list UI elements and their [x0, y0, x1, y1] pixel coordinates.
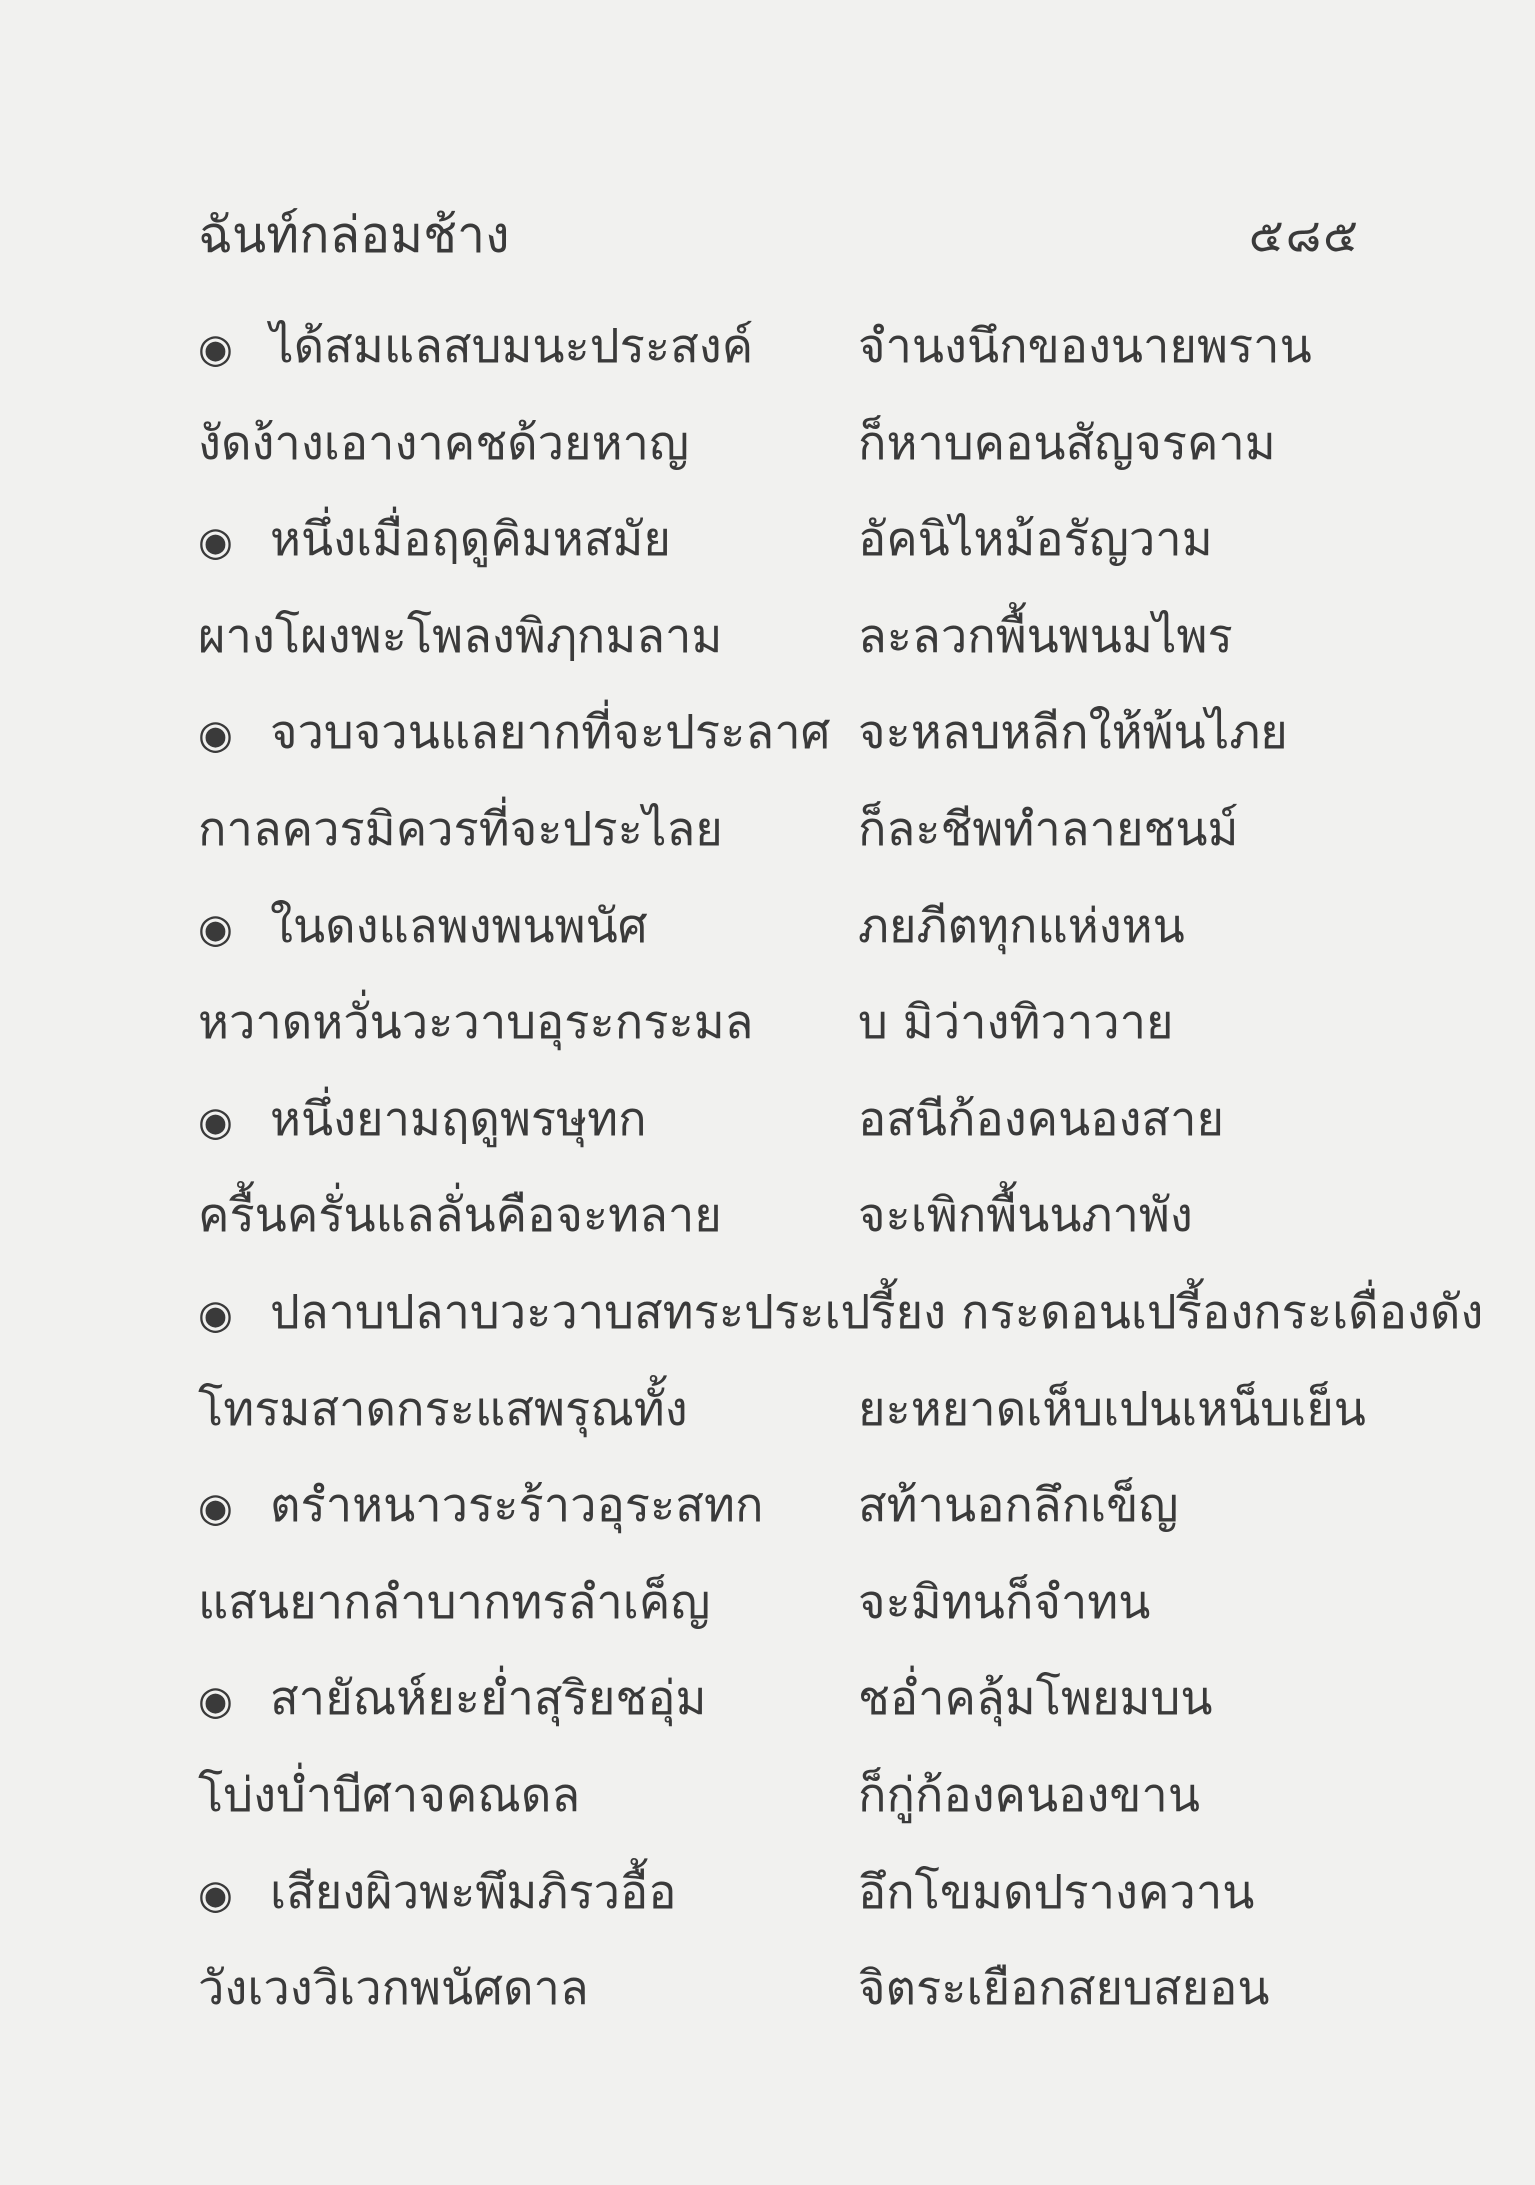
verse-right-hemistich: ชอ่ำคลุ้มโพยมบน — [858, 1671, 1213, 1727]
verse-left-text: โบ่งบ่ำบีศาจคณดล — [198, 1767, 581, 1823]
verse-left-hemistich — [198, 1471, 763, 1543]
verse-right-hemistich: ยะหยาดเห็บเปนเหน็บเย็น — [858, 1381, 1366, 1437]
verse-line — [198, 1375, 1435, 1472]
verse-left-hemistich — [198, 988, 754, 1058]
verse-line — [198, 1664, 1435, 1761]
verse-left-text: งัดง้างเอางาคชด้วยหาญ — [198, 415, 689, 471]
verse-left-text: ครื้นครั่นแลลั่นคือจะทลาย — [198, 1188, 722, 1244]
verse-line — [198, 1858, 1435, 1955]
verse-right-hemistich: ก็ละชีพทำลายชนม์ — [858, 801, 1239, 857]
verse-left-text: กาลควรมิควรที่จะประไลย — [198, 801, 723, 857]
stanza-mark: ◉ — [198, 326, 233, 372]
verse-left-hemistich — [198, 1954, 589, 2024]
verse-line — [198, 505, 1435, 602]
verse-left-hemistich — [198, 698, 830, 770]
verse-line — [198, 1761, 1435, 1858]
verse-left-text: หนึ่งเมื่อฤดูคิมหสมัย — [270, 512, 671, 568]
stanza-mark: ◉ — [198, 1291, 233, 1338]
stanza-mark: ◉ — [198, 1871, 233, 1918]
verse-right-hemistich: บ มิว่างทิวาวาย — [858, 995, 1174, 1051]
verse-left-text: โทรมสาดกระแสพรุณทั้ง — [198, 1381, 688, 1437]
verse-left-text: แสนยากลำบากทรลำเค็ญ — [198, 1574, 711, 1630]
verse-right-hemistich: จะเพิกพื้นนภาพัง — [858, 1188, 1193, 1244]
verse-left-text: วังเวงวิเวกพนัศดาล — [198, 1961, 589, 2017]
stanza-mark: ◉ — [198, 905, 233, 952]
verse-left-hemistich — [198, 1858, 676, 1930]
verse-right-hemistich: สท้านอกลึกเข็ญ — [858, 1478, 1179, 1534]
verse-line — [198, 409, 1435, 506]
verse-left-hemistich — [198, 602, 722, 672]
verse-left-text: ได้สมแลสบมนะประสงค์ — [270, 319, 754, 374]
verse-left-hemistich — [198, 892, 648, 964]
verse-left-hemistich — [198, 1568, 710, 1638]
verse-right-hemistich: อสนีก้องคนองสาย — [858, 1091, 1225, 1147]
verse-right-hemistich: ภยภีตทุกแห่งหน — [858, 898, 1185, 954]
verse-left-text: ผางโผงพะโพลงพิฦกมลาม — [198, 608, 723, 664]
page-header — [198, 200, 1360, 270]
verse-left-hemistich — [198, 409, 689, 479]
verse-right-hemistich: จำนงนึกของนายพราน — [858, 319, 1312, 374]
verse-left-hemistich — [198, 1761, 580, 1831]
stanza-mark: ◉ — [198, 712, 233, 759]
verse-line — [198, 698, 1435, 795]
verse-right-hemistich: ก็หาบคอนสัญจรคาม — [858, 415, 1276, 471]
verse-left-text: จวบจวนแลยากที่จะประลาศ — [270, 705, 831, 761]
verse-line — [198, 1954, 1435, 2051]
stanza-mark: ◉ — [198, 1485, 233, 1532]
page-title: ฉันท์กล่อมช้าง — [198, 206, 510, 264]
verse-left-text: ในดงแลพงพนพนัศ — [270, 898, 648, 954]
verse-line — [198, 988, 1435, 1085]
verse-right-hemistich: ก็กู่ก้องคนองขาน — [858, 1767, 1200, 1823]
verse-left-hemistich — [198, 1085, 647, 1157]
verse-body — [198, 312, 1484, 2051]
verse-line — [198, 1278, 1484, 1375]
verse-left-hemistich — [198, 1181, 722, 1251]
verse-line-full-text — [198, 1278, 1483, 1350]
stanza-mark: ◉ — [198, 519, 233, 566]
verse-line — [198, 1085, 1435, 1182]
verse-left-text: สายัณห์ยะย่ำสุริยชอุ่ม — [270, 1671, 707, 1727]
verse-left-hemistich — [198, 1375, 688, 1445]
verse-right-hemistich: จะมิทนก็จำทน — [858, 1574, 1151, 1630]
verse-text: ปลาบปลาบวะวาบสทระประเปรี้ยง กระดอนเปรี้องกระเดื่องดัง — [270, 1284, 1484, 1340]
verse-left-hemistich — [198, 505, 671, 577]
verse-line — [198, 1181, 1435, 1278]
verse-right-hemistich: จิตระเยือกสยบสยอน — [858, 1961, 1270, 2017]
verse-line — [198, 1471, 1435, 1568]
stanza-mark: ◉ — [198, 1678, 233, 1725]
verse-right-hemistich: อึกโขมดปรางควาน — [858, 1864, 1255, 1920]
verse-left-text: หนึ่งยามฤดูพรษุทก — [270, 1091, 647, 1147]
page-number: ๕๘๕ — [1248, 208, 1360, 262]
verse-line — [198, 602, 1435, 699]
verse-line — [198, 795, 1435, 892]
verse-line — [198, 312, 1435, 409]
verse-right-hemistich: จะหลบหลีกให้พ้นไภย — [858, 705, 1288, 761]
verse-left-text: ตรำหนาวระร้าวอุระสทก — [270, 1478, 764, 1534]
stanza-mark: ◉ — [198, 1098, 233, 1145]
verse-left-hemistich — [198, 312, 753, 384]
verse-line — [198, 1568, 1435, 1665]
verse-left-text: หวาดหวั่นวะวาบอุระกระมล — [198, 995, 754, 1051]
verse-left-hemistich — [198, 1664, 707, 1736]
verse-line — [198, 892, 1435, 989]
verse-right-hemistich: ละลวกพื้นพนมไพร — [858, 608, 1233, 664]
verse-right-hemistich: อัคนิไหม้อรัญวาม — [858, 512, 1213, 568]
verse-left-hemistich — [198, 795, 723, 865]
verse-left-text: เสียงผิวพะพึมภิรวอื้อ — [270, 1864, 677, 1920]
